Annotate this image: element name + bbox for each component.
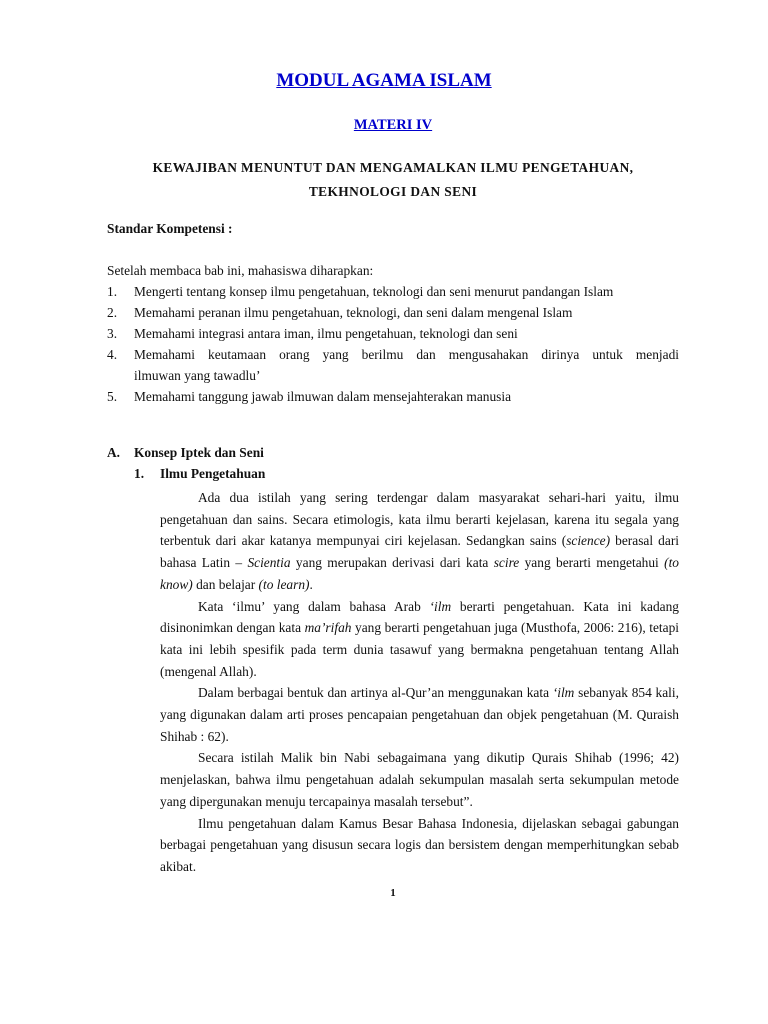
page-number: 1: [390, 887, 396, 899]
chapter-heading: [0, 156, 768, 204]
text-run: yang berarti mengetahui: [519, 555, 665, 571]
text-run: Dalam berbagai bentuk dan artinya al-Qur’an menggunakan kata: [198, 685, 553, 701]
list-item-text-continued: ilmuwan yang tawadlu’: [134, 368, 261, 383]
italic-term: (to know): [160, 555, 679, 592]
text-run: yang berarti pengetahuan juga (Musthofa, 2006: 216), tetapi kata ini lebih spesifik pada term dunia tasawuf yang bermakna pengetahuan tentang Allah (mengenal Allah).: [160, 620, 679, 679]
text-run: berarti pengetahuan. Kata ini kadang disinonimkan dengan kata: [160, 598, 679, 636]
document-title: MODUL AGAMA ISLAM: [276, 70, 492, 91]
subsection-1-number: 1.: [134, 466, 145, 481]
paragraph-4: Secara istilah Malik bin Nabi sebagaimana yang dikutip Qurais Shihab (1996; 42) menjelaskan, bahwa ilmu pengetahuan adalah sekumpulan masalah serta sekumpulan metode yang dipergunakan menuju tercapainya masalah tersebut”.: [160, 750, 679, 809]
list-item-text-block: [134, 344, 679, 386]
italic-term: ‘ilm: [552, 685, 575, 701]
list-item-number: 5.: [107, 389, 118, 404]
list-item-text: Memahami keutamaan orang yang berilmu dan mengusahakan dirinya untuk menjadi: [134, 347, 679, 362]
objectives-intro: Setelah membaca bab ini, mahasiswa diharapkan:: [107, 263, 374, 278]
chapter-heading-line-2: TEKHNOLOGI DAN SENI: [308, 184, 478, 199]
document-subtitle: MATERI IV: [353, 117, 433, 133]
italic-term: science): [566, 533, 611, 549]
list-item: [107, 323, 679, 344]
body-text: [160, 487, 679, 878]
italic-term: ma’rifah: [304, 620, 352, 636]
standar-kompetensi-label: Standar Kompetensi :: [107, 221, 233, 236]
list-item-number: 4.: [107, 347, 118, 362]
section-a-title: Konsep Iptek dan Seni: [134, 445, 264, 460]
section-a-number: A.: [107, 445, 121, 460]
paragraph-3: [160, 682, 679, 747]
list-item-number: 2.: [107, 305, 118, 320]
list-item: [107, 344, 679, 386]
text-run: yang merupakan derivasi dari kata: [290, 555, 494, 571]
list-item-number: 3.: [107, 326, 118, 341]
text-run: Kata ‘ilmu’ yang dalam bahasa Arab: [198, 598, 430, 614]
paragraph-2: [160, 596, 679, 683]
text-run: .: [309, 576, 313, 592]
italic-term: scire: [493, 555, 520, 571]
list-item: [107, 386, 679, 407]
list-item: [107, 281, 679, 302]
list-item-text: Memahami integrasi antara iman, ilmu pengetahuan, teknologi dan seni: [134, 326, 518, 341]
text-run: sebanyak 854 kali, yang digunakan dalam arti proses pencapaian pengetahuan dan objek pengetahuan (M. Quraish Shihab : 62).: [160, 685, 679, 744]
text-run: Ada dua istilah yang sering terdengar dalam masyarakat sehari-hari yaitu, ilmu pengetahuan dan sains. Secara etimologis, kata ilmu berarti kejelasan, karena itu segala yang terbentuk dari akar katanya mempunyai ciri kejelasan. Sedangkan sains (: [160, 490, 679, 549]
italic-term: Scientia: [247, 555, 291, 571]
objectives-list: [107, 281, 679, 407]
chapter-heading-line-1: KEWAJIBAN MENUNTUT DAN MENGAMALKAN ILMU PENGETAHUAN,: [152, 160, 634, 175]
paragraph-1: [160, 487, 679, 596]
text-run: dan belajar: [192, 576, 259, 592]
list-item-text: Mengerti tentang konsep ilmu pengetahuan, teknologi dan seni menurut pandangan Islam: [134, 284, 614, 299]
text-run: berasal dari bahasa Latin –: [160, 533, 679, 571]
list-item-text: Memahami tanggung jawab ilmuwan dalam mensejahterakan manusia: [134, 389, 512, 404]
italic-term: ‘ilm: [429, 598, 452, 614]
italic-term: (to learn): [258, 576, 310, 592]
subsection-1-title: Ilmu Pengetahuan: [160, 466, 266, 481]
paragraph-5: Ilmu pengetahuan dalam Kamus Besar Bahasa Indonesia, dijelaskan sebagai gabungan berbagai pengetahuan yang disusun secara logis dan bersistem dengan memperhitungkan sebab akibat.: [160, 815, 679, 874]
list-item-number: 1.: [107, 284, 118, 299]
list-item: [107, 302, 679, 323]
list-item-text: Memahami peranan ilmu pengetahuan, teknologi, dan seni dalam mengenal Islam: [134, 305, 573, 320]
